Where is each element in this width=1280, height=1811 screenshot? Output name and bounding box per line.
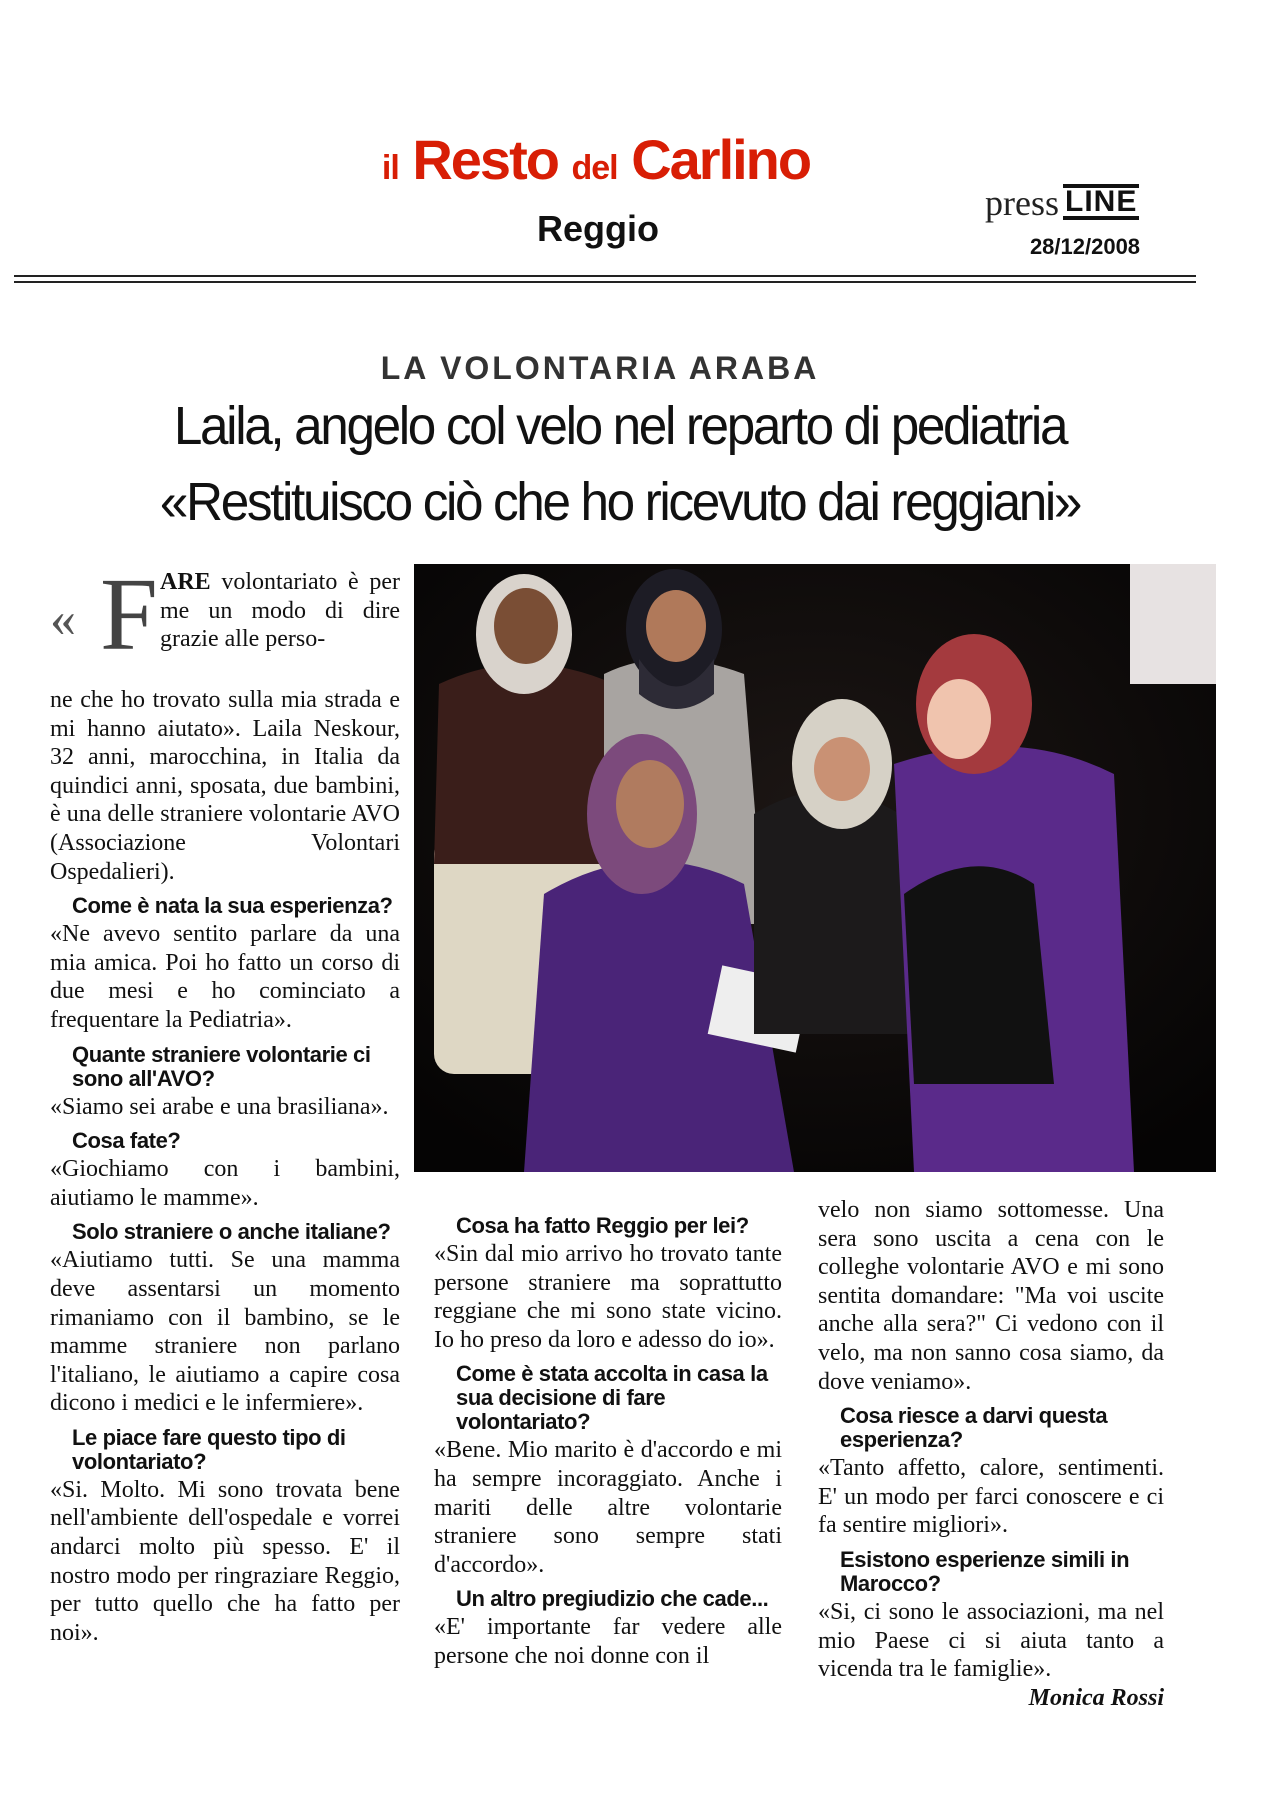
interview-question: Cosa fate?	[72, 1128, 181, 1154]
article-photo	[414, 564, 1216, 1172]
pressline-line: LINE	[1065, 185, 1138, 218]
header-rule	[14, 275, 1196, 277]
interview-answer: «E' importante far vedere alle persone che noi donne con il	[434, 1614, 782, 1669]
intro-dropcap: F	[100, 557, 158, 672]
intro-lead	[160, 568, 400, 654]
intro-quote-mark: «	[50, 591, 76, 648]
intro-caps: ARE	[160, 569, 211, 595]
interview-question: Come è stata accolta in casa la sua decisione di fare volontariato?	[456, 1361, 768, 1435]
interview-answer: «Si. Molto. Mi sono trovata bene nell'ambiente dell'ospedale e vorrei andarci molto più spesso. E' il nostro modo per ringraziare Reggio, per tutto quello che ha fatto per noi».	[50, 1476, 400, 1646]
interview-question: Come è nata la sua esperienza?	[72, 893, 393, 919]
interview-answer: «Siamo sei arabe e una brasiliana».	[50, 1093, 389, 1120]
interview-question: Cosa ha fatto Reggio per lei?	[456, 1213, 749, 1238]
interview-answer: «Sin dal mio arrivo ho trovato tante persone straniere ma soprattutto reggiane che mi sono state vicino. Io ho preso da loro e adesso do io».	[434, 1241, 782, 1353]
interview-answer: «Si, ci sono le associazioni, ma nel mio Paese ci si aiuta tanto a vicenda tra le famiglie».	[818, 1598, 1164, 1683]
article-column-3	[818, 1196, 1164, 1712]
intro-lead-text: volontariato è per me un modo di dire grazie alle perso-	[160, 569, 400, 653]
interview-question: Quante straniere volontarie ci sono all'AVO?	[72, 1041, 371, 1091]
photo-illustration	[414, 564, 1216, 1172]
interview-answer: «Bene. Mio marito è d'accordo e mi ha sempre incoraggiato. Anche i mariti delle altre volontarie straniere sono sempre stati d'accordo».	[434, 1437, 782, 1578]
interview-question: Un altro pregiudizio che cade...	[456, 1586, 769, 1612]
article-column-1	[50, 557, 400, 1647]
article-column-2	[434, 1206, 782, 1671]
interview-answer: «Giochiamo con i bambini, aiutiamo le mamme».	[50, 1156, 400, 1211]
interview-answer: «Ne avevo sentito parlare da una mia amica. Poi ho fatto un corso di due mesi e ho cominciato a frequentare la Pediatria».	[50, 921, 400, 1033]
intro-dropcap-block	[50, 557, 400, 686]
pressline-press: press	[985, 183, 1059, 223]
interview-question: Cosa riesce a darvi questa esperienza?	[840, 1403, 1108, 1453]
continued-answer: velo non siamo sottomesse. Una sera sono uscita a cena con le colleghe volontarie AVO e mi sono sentita domandare: "Ma voi uscite anche alla sera?" Ci vedono con il velo, ma non sanno cosa siamo, da dove veniamo».	[818, 1197, 1164, 1395]
article-kicker: LA VOLONTARIA ARABA	[380, 350, 820, 386]
author-signature: Monica Rossi	[1028, 1684, 1164, 1711]
header-rule	[14, 281, 1196, 283]
headline-line-1: Laila, angelo col velo nel reparto di pediatria	[173, 396, 1067, 456]
interview-answer: «Aiutiamo tutti. Se una mamma deve assentarsi un momento rimaniamo con il bambino, se le mamme straniere non parlano l'italiano, le aiutiamo a capire cosa dicono i medici e le infermiere».	[50, 1247, 400, 1417]
newspaper-logo: il Resto del Carlino	[381, 128, 811, 191]
publication-date: 28/12/2008	[1029, 234, 1141, 259]
headline-line-2: «Restituisco ciò che ho ricevuto dai reggiani»	[159, 472, 1081, 532]
masthead	[356, 130, 836, 200]
interview-question: Solo straniere o anche italiane?	[72, 1219, 391, 1245]
interview-answer: «Tanto affetto, calore, sentimenti. E' un modo per farci conoscere e ci fa sentire migliori».	[818, 1455, 1164, 1539]
edition-label: Reggio	[537, 208, 659, 249]
pressline-logo	[985, 182, 1185, 224]
interview-question: Esistono esperienze simili in Marocco?	[840, 1546, 1130, 1596]
intro-paragraph: ne che ho trovato sulla mia strada e mi hanno aiutato». Laila Neskour, 32 anni, marocchina, in Italia da quindici anni, sposata, due bambini, è una delle straniere volontarie AVO (Associazione Volontari Ospedalieri).	[50, 687, 400, 885]
interview-question: Le piace fare questo tipo di volontariato?	[72, 1424, 346, 1474]
